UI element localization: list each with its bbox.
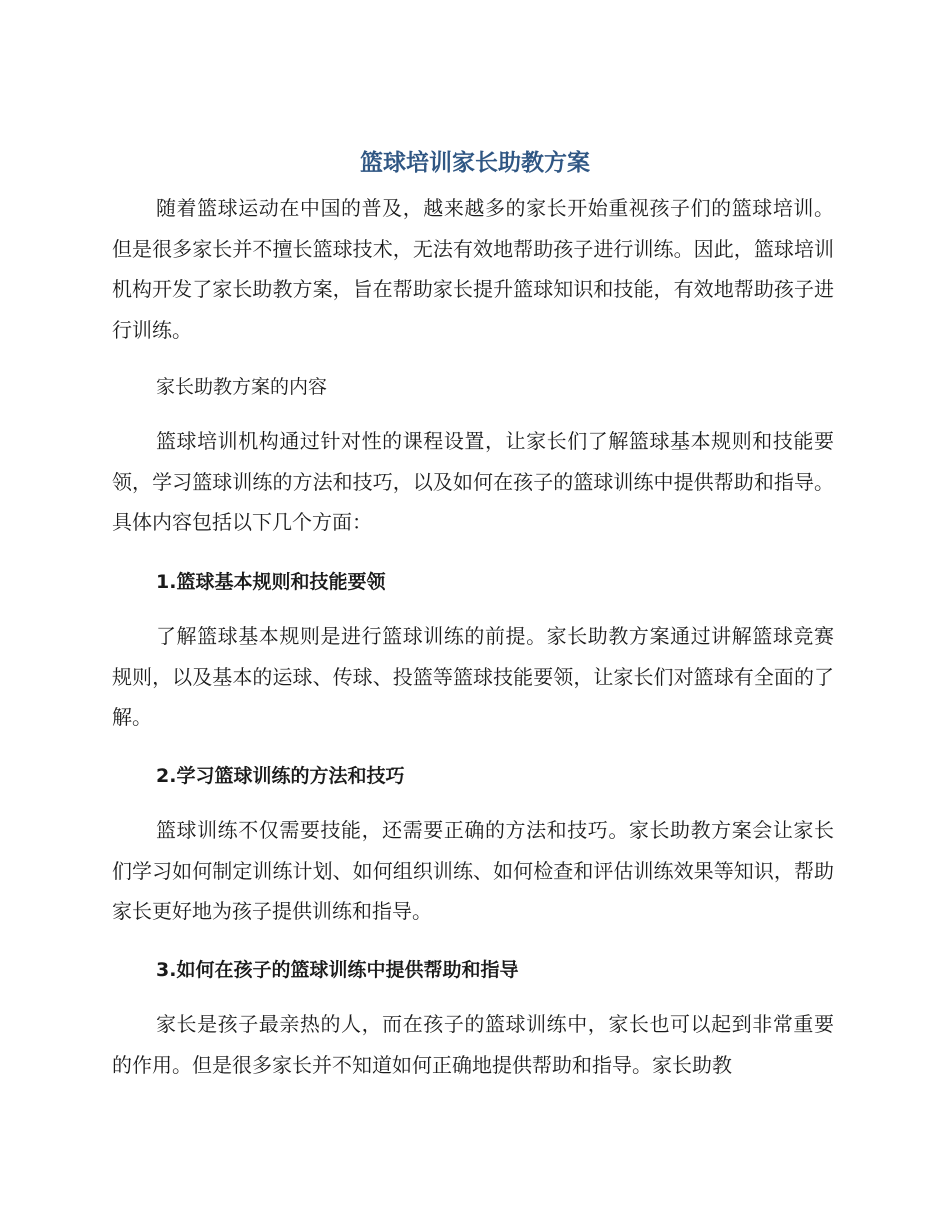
intro-paragraph: 随着篮球运动在中国的普及，越来越多的家长开始重视孩子们的篮球培训。但是很多家长并不擅长篮球技术，无法有效地帮助孩子进行训练。因此，篮球培训机构开发了家长助教方案，旨在帮助家长提升篮球知识和技能，有效地帮助孩子进行训练。 (112, 196, 834, 342)
section-paragraph: 篮球培训机构通过针对性的课程设置，让家长们了解篮球基本规则和技能要领，学习篮球训练的方法和技巧，以及如何在孩子的篮球训练中提供帮助和指导。具体内容包括以下几个方面： (112, 429, 834, 534)
document-title: 篮球培训家长助教方案 (360, 150, 590, 176)
item-2-paragraph: 篮球训练不仅需要技能，还需要正确的方法和技巧。家长助教方案会让家长们学习如何制定训练计划、如何组织训练、如何检查和评估训练效果等知识，帮助家长更好地为孩子提供训练和指导。 (112, 818, 834, 923)
item-3-paragraph: 家长是孩子最亲热的人，而在孩子的篮球训练中，家长也可以起到非常重要的作用。但是很多家长并不知道如何正确地提供帮助和指导。家长助教 (112, 1012, 834, 1077)
item-1-paragraph: 了解篮球基本规则是进行篮球训练的前提。家长助教方案通过讲解篮球竞赛规则，以及基本的运球、传球、投篮等篮球技能要领，让家长们对篮球有全面的了解。 (112, 624, 834, 729)
item-1-heading: 1.篮球基本规则和技能要领 (156, 571, 386, 593)
section-heading: 家长助教方案的内容 (156, 376, 328, 398)
item-2-heading: 2.学习篮球训练的方法和技巧 (156, 765, 405, 787)
item-3-heading: 3.如何在孩子的篮球训练中提供帮助和指导 (156, 959, 519, 981)
